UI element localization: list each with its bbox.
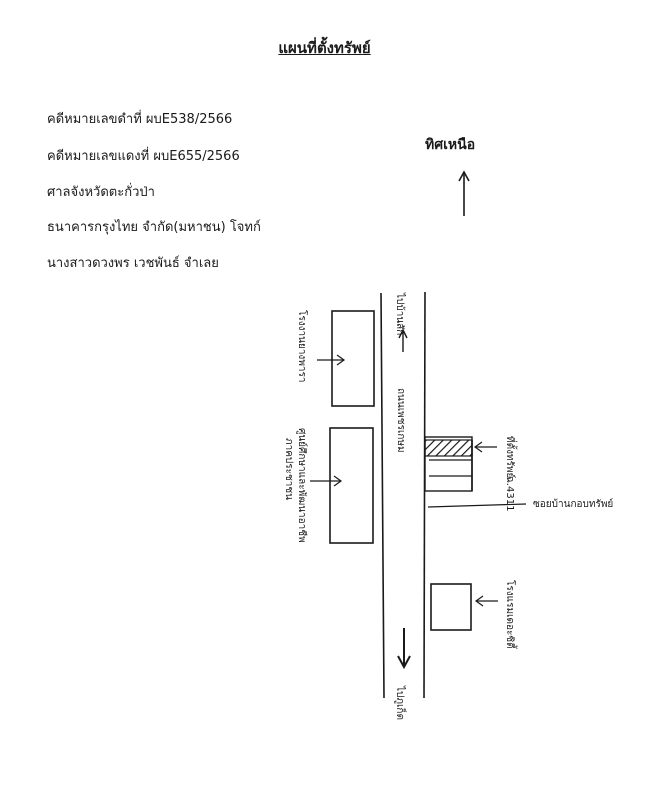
- map-title: แผนที่ตั้งทรัพย์: [278, 39, 371, 57]
- road-name-label: ถนนเพชรเกษม: [395, 388, 406, 453]
- hotel-label: โรงแรมเดอะซิตี้: [504, 580, 515, 649]
- learning-center-arrow-icon: [310, 476, 341, 486]
- arrow-down-icon: [398, 628, 410, 667]
- road-right-edge: [424, 292, 425, 698]
- property-plot: [425, 437, 472, 491]
- learning-center-label-line1: ศูนย์ศึกษาและพัฒนาอาชีพ: [296, 428, 307, 543]
- black-case-number: คดีหมายเลขดำที่ ผบE538/2566: [47, 112, 233, 127]
- red-case-number: คดีหมายเลขแดงที่ ผบE655/2566: [47, 149, 240, 164]
- property-label-line1: ที่ตั้งทรัพย์: [504, 436, 515, 479]
- hotel-arrow-icon: [476, 596, 498, 606]
- court-name: ศาลจังหวัดตะกั่วป่า: [47, 185, 155, 200]
- rubber-factory-building: [332, 311, 374, 406]
- defendant-line: นางสาวดวงพร เวชพันธ์ จำเลย: [47, 256, 219, 271]
- north-label: ทิศเหนือ: [425, 137, 476, 153]
- hotel-building: [431, 584, 471, 630]
- learning-center-building: [330, 428, 373, 543]
- rubber-factory-label: โรงงานยางพารา: [296, 310, 307, 383]
- plaintiff-line: ธนาคารกรุงไทย จำกัด(มหาชน) โจทก์: [47, 220, 261, 235]
- learning-center-label-line2: ภาคประชาชน: [283, 438, 294, 501]
- rubber-factory-arrow-icon: [317, 355, 344, 365]
- property-arrow-icon: [475, 442, 497, 452]
- road-left-edge: [381, 293, 384, 698]
- property-label-line2: ฉ.4311: [504, 476, 515, 512]
- to-phuket-label: ไปภูเก็ต: [394, 686, 405, 720]
- to-bansak-label: ไปบ้านสัก: [394, 293, 405, 336]
- north-arrow-icon: [459, 172, 469, 216]
- soi-label: ซอยบ้านกอบทรัพย์: [533, 499, 614, 510]
